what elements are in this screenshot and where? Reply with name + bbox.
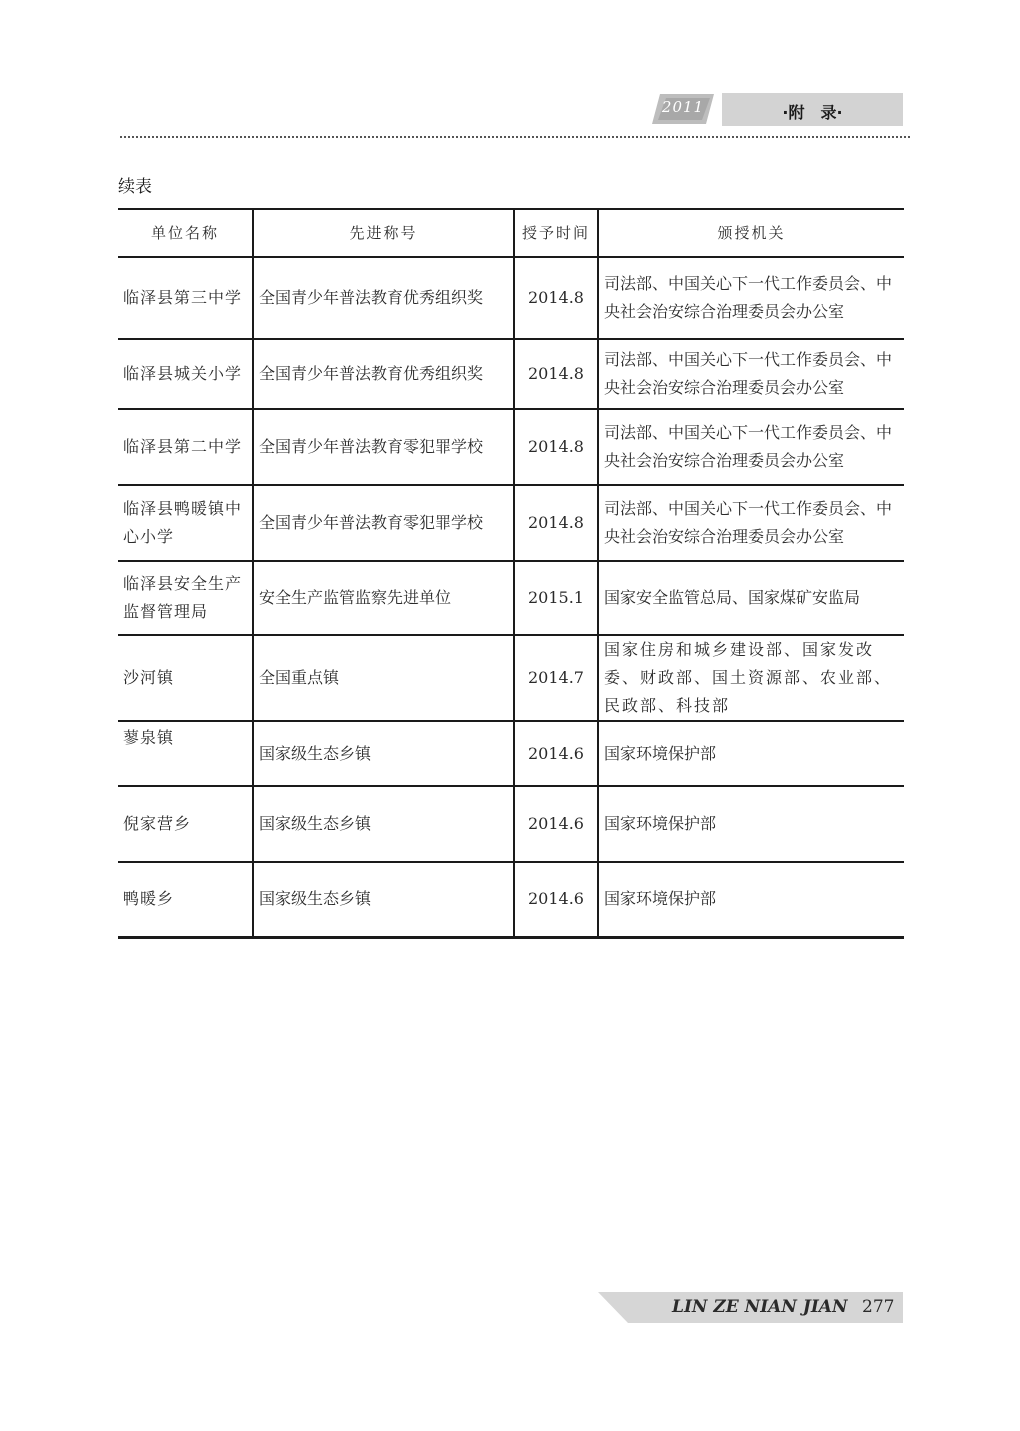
title-cell: 安全生产监管监察先进单位 xyxy=(253,561,514,635)
authority-cell: 国家环境保护部 xyxy=(598,786,904,862)
section-label: ·附 录· xyxy=(782,103,843,122)
date-cell: 2014.6 xyxy=(514,721,598,786)
page-header xyxy=(0,0,1020,150)
unit-cell: 临泽县第二中学 xyxy=(118,409,253,485)
table-row xyxy=(118,485,904,561)
awards-table xyxy=(118,208,904,939)
column-header: 颁授机关 xyxy=(598,209,904,257)
title-cell: 全国青少年普法教育优秀组织奖 xyxy=(253,257,514,339)
date-cell: 2014.8 xyxy=(514,485,598,561)
page-number: 277 xyxy=(862,1297,895,1317)
table-row xyxy=(118,862,904,937)
title-cell: 全国重点镇 xyxy=(253,635,514,721)
authority-cell: 司法部、中国关心下一代工作委员会、中央社会治安综合治理委员会办公室 xyxy=(598,485,904,561)
date-cell: 2014.7 xyxy=(514,635,598,721)
title-cell: 国家级生态乡镇 xyxy=(253,786,514,862)
unit-cell: 临泽县安全生产监督管理局 xyxy=(118,561,253,635)
title-cell: 全国青少年普法教育零犯罪学校 xyxy=(253,485,514,561)
authority-cell: 国家住房和城乡建设部、国家发改委、财政部、国土资源部、农业部、民政部、科技部 xyxy=(598,635,904,721)
column-header: 授予时间 xyxy=(514,209,598,257)
header-divider xyxy=(120,136,910,140)
date-cell: 2014.8 xyxy=(514,409,598,485)
table-header-row xyxy=(118,209,904,257)
year-label: 2011 xyxy=(661,98,705,116)
table-row xyxy=(118,635,904,721)
title-cell: 国家级生态乡镇 xyxy=(253,862,514,937)
table-row xyxy=(118,339,904,409)
date-cell: 2014.8 xyxy=(514,339,598,409)
table-row xyxy=(118,721,904,786)
table-row xyxy=(118,561,904,635)
date-cell: 2014.6 xyxy=(514,786,598,862)
date-cell: 2014.8 xyxy=(514,257,598,339)
authority-cell: 司法部、中国关心下一代工作委员会、中央社会治安综合治理委员会办公室 xyxy=(598,257,904,339)
unit-cell: 临泽县鸭暖镇中心小学 xyxy=(118,485,253,561)
authority-cell: 国家环境保护部 xyxy=(598,862,904,937)
title-cell: 国家级生态乡镇 xyxy=(253,721,514,786)
column-header: 先进称号 xyxy=(253,209,514,257)
unit-cell: 蓼泉镇 xyxy=(118,721,253,786)
section-box xyxy=(722,93,903,126)
date-cell: 2014.6 xyxy=(514,862,598,937)
title-cell: 全国青少年普法教育优秀组织奖 xyxy=(253,339,514,409)
date-cell: 2015.1 xyxy=(514,561,598,635)
table-row xyxy=(118,409,904,485)
authority-cell: 司法部、中国关心下一代工作委员会、中央社会治安综合治理委员会办公室 xyxy=(598,339,904,409)
authority-cell: 国家安全监管总局、国家煤矿安监局 xyxy=(598,561,904,635)
unit-cell: 鸭暖乡 xyxy=(118,862,253,937)
unit-cell: 沙河镇 xyxy=(118,635,253,721)
authority-cell: 司法部、中国关心下一代工作委员会、中央社会治安综合治理委员会办公室 xyxy=(598,409,904,485)
footer-title: LIN ZE NIAN JIAN xyxy=(672,1297,848,1317)
table-row xyxy=(118,786,904,862)
unit-cell: 临泽县城关小学 xyxy=(118,339,253,409)
unit-cell: 临泽县第三中学 xyxy=(118,257,253,339)
unit-cell: 倪家营乡 xyxy=(118,786,253,862)
column-header: 单位名称 xyxy=(118,209,253,257)
table-caption: 续表 xyxy=(118,177,152,197)
table-row xyxy=(118,257,904,339)
title-cell: 全国青少年普法教育零犯罪学校 xyxy=(253,409,514,485)
authority-cell: 国家环境保护部 xyxy=(598,721,904,786)
